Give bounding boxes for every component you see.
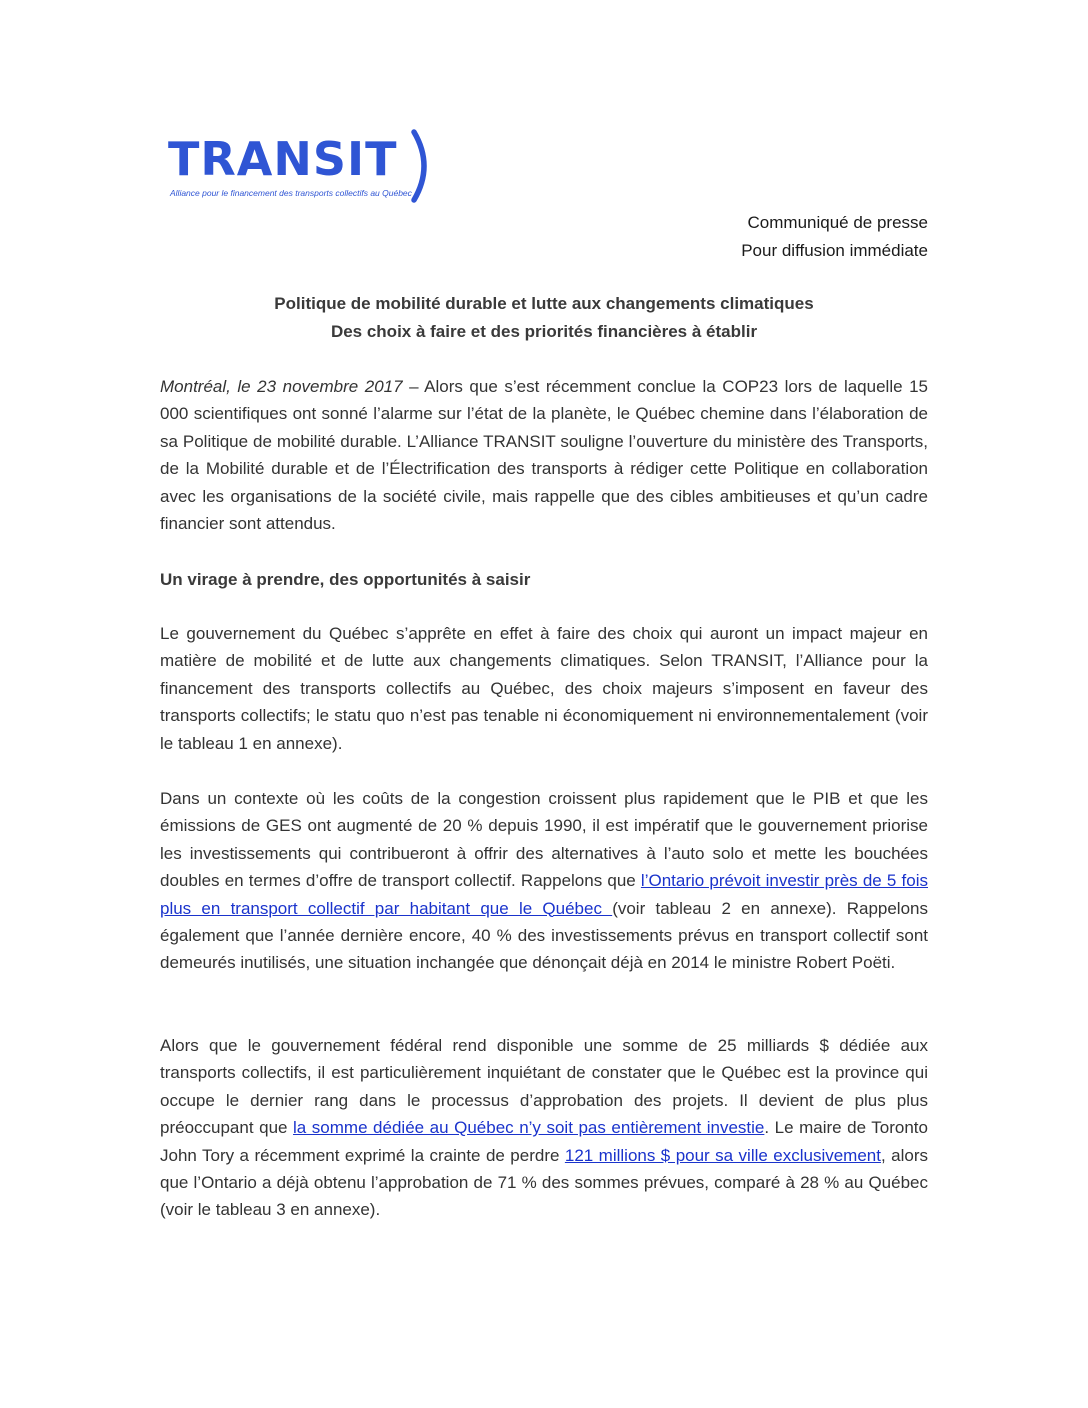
paragraph-4 xyxy=(160,1032,928,1224)
ontario-investment-link[interactable]: l’Ontario prévoit investir près de 5 fois plus en transport collectif par habitant que le Québec xyxy=(160,871,928,918)
transit-logo xyxy=(168,128,440,204)
logo-tagline: Alliance pour le financement des transports collectifs au Québec xyxy=(170,188,412,198)
paragraph-4-text-before: Alors que le gouvernement fédéral rend disponible une somme de 25 milliards $ dédiée aux transports collectifs, il est particulièrement inquiétant de constater que le Québec est la province qui occupe le dernier rang dans le processus d’approbation des projets. Il devient de plus plus préoccupant que xyxy=(160,1036,928,1138)
intro-paragraph xyxy=(160,373,928,537)
release-timing-label: Pour diffusion immédiate xyxy=(741,241,928,260)
paragraph-3-text-after: (voir tableau 2 en annexe). Rappelons également que l’année dernière encore, 40 % des investissements prévus en transport collectif sont demeurés inutilisés, une situation inchangée que dénonçait déjà en 2014 le ministre Robert Poëti. xyxy=(160,898,928,973)
dateline: Montréal, le 23 novembre 2017 xyxy=(160,377,403,396)
intro-text: – Alors que s’est récemment conclue la COP23 lors de laquelle 15 000 scientifiques ont sonné l’alarme sur l’état de la planète, le Québec chemine dans l’élaboration de sa Politique de mobilité durable. L’Alliance TRANSIT souligne l’ouverture du ministère des Transports, de la Mobilité durable et de l’Électrification des transports à rédiger cette Politique en collaboration avec les organisations de la société civile, mais rappelle que des cibles ambitieuses et qu’un cadre financier sont attendus. xyxy=(160,377,928,534)
paragraph-4-text-after: , alors que l’Ontario a déjà obtenu l’approbation de 71 % des sommes prévues, comparé à 28 % au Québec (voir le tableau 3 en annexe). xyxy=(160,1145,928,1220)
paragraph-3 xyxy=(160,785,928,977)
chevron-right-icon xyxy=(410,128,440,204)
title-line-1: Politique de mobilité durable et lutte aux changements climatiques xyxy=(274,294,814,313)
paragraph-3-text-before: Dans un contexte où les coûts de la congestion croissent plus rapidement que le PIB et que les émissions de GES ont augmenté de 20 % depuis 1990, il est impératif que le gouvernement priorise les investissements qui contribueront à offrir des alternatives à l’auto solo et mette les bouchées doubles en termes d’offre de transport collectif. Rappelons que xyxy=(160,789,928,891)
toronto-funding-link[interactable]: 121 millions $ pour sa ville exclusivement xyxy=(564,1145,881,1165)
quebec-funding-link[interactable]: la somme dédiée au Québec n’y soit pas entièrement investie xyxy=(293,1118,765,1138)
paragraph-2: Le gouvernement du Québec s’apprête en effet à faire des choix qui auront un impact majeur en matière de mobilité et de lutte aux changements climatiques. Selon TRANSIT, l’Alliance pour la financement des transports collectifs au Québec, des choix majeurs s’imposent en faveur des transports collectifs; le statu quo n’est pas tenable ni économiquement ni environnementalement (voir le tableau 1 en annexe). xyxy=(160,624,928,753)
press-release-header xyxy=(528,209,928,265)
paragraph-4-text-middle: . Le maire de Toronto John Tory a récemment exprimé la crainte de perdre xyxy=(160,1118,928,1165)
section-subheading: Un virage à prendre, des opportunités à saisir xyxy=(160,570,531,589)
logo-wordmark: TRANSIT xyxy=(168,132,398,186)
title-line-2: Des choix à faire et des priorités financières à établir xyxy=(330,322,758,341)
document-title xyxy=(160,290,928,346)
press-release-label: Communiqué de presse xyxy=(747,213,928,232)
